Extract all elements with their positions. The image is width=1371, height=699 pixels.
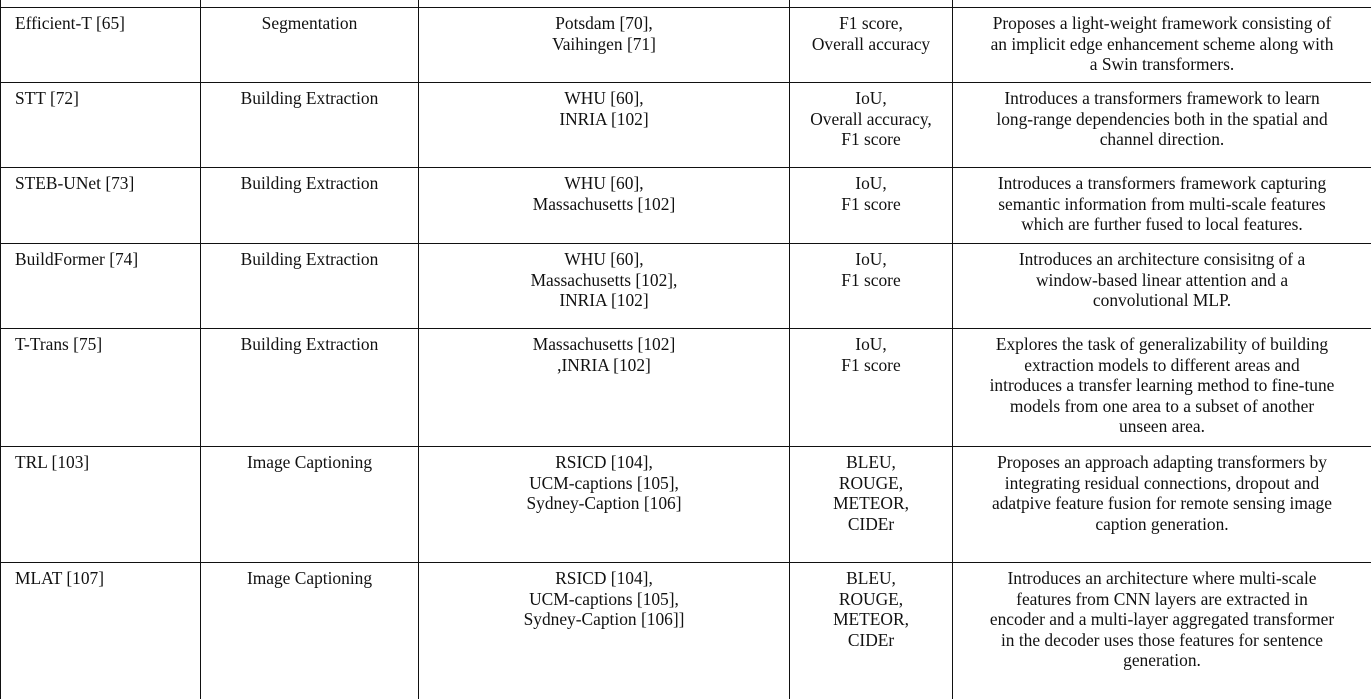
description-cell [953, 8, 1371, 83]
task-name: Building Extraction [240, 334, 379, 354]
description-line: in the decoder uses those features for sentence [1000, 629, 1324, 650]
metric-line: Overall accuracy [811, 33, 931, 54]
dataset-line: ,INRIA [102] [557, 354, 651, 375]
metric-line: F1 score [841, 354, 901, 375]
table-row [1, 8, 1371, 83]
metric-line: IoU, [855, 249, 887, 269]
metric-line: IoU, [855, 334, 887, 354]
metrics-cell [790, 447, 953, 563]
metrics-cell [790, 168, 953, 244]
task-name: Building Extraction [240, 88, 379, 108]
metric-line: METEOR, [833, 493, 909, 513]
metrics-cell [790, 329, 953, 447]
description-cell [953, 244, 1371, 329]
table-cell [1, 0, 201, 8]
metric-line: BLEU, [846, 568, 896, 588]
task-cell [201, 168, 419, 244]
description-cell-content [953, 168, 1371, 235]
dataset-line: UCM-captions [105], [529, 472, 679, 493]
datasets-cell [419, 83, 790, 168]
description-line: semantic information from multi-scale features [998, 193, 1326, 214]
method-cell [1, 168, 201, 244]
dataset-line: Potsdam [70], [555, 13, 653, 33]
metric-line: F1 score, [839, 13, 903, 33]
description-line: adatpive feature fusion for remote sensing image [992, 493, 1332, 513]
description-line: integrating residual connections, dropout and [1004, 472, 1320, 493]
description-line: window-based linear attention and a [1035, 269, 1289, 290]
datasets-cell-content [419, 447, 789, 514]
description-line: models from one area to a subset of another [1009, 395, 1315, 416]
metrics-cell [790, 244, 953, 329]
table-cell [953, 0, 1371, 8]
metric-line: CIDEr [847, 513, 895, 534]
table-row [1, 83, 1371, 168]
table-cell [790, 0, 953, 8]
dataset-line: Massachusetts [102], [530, 269, 678, 290]
datasets-cell [419, 244, 790, 329]
method-name: BuildFormer [74] [15, 249, 139, 269]
table-cell [419, 0, 790, 8]
datasets-cell-content [419, 8, 789, 54]
description-cell [953, 168, 1371, 244]
metric-line: F1 score [841, 269, 901, 290]
dataset-line: WHU [60], [564, 173, 644, 193]
datasets-cell-content [419, 329, 789, 375]
description-line: a Swin transformers. [1089, 54, 1235, 74]
description-line: Proposes an approach adapting transformers by [997, 452, 1327, 472]
metrics-cell-content [790, 329, 952, 375]
method-cell [1, 8, 201, 83]
dataset-line: RSICD [104], [555, 568, 653, 588]
datasets-cell [419, 447, 790, 563]
metric-line: F1 score [841, 129, 901, 149]
datasets-cell [419, 168, 790, 244]
description-cell-content [953, 8, 1371, 75]
description-cell-content [953, 244, 1371, 311]
task-name: Building Extraction [240, 249, 379, 269]
task-name: Segmentation [261, 13, 358, 33]
method-cell [1, 329, 201, 447]
table-row [1, 447, 1371, 563]
description-line: extraction models to different areas and [1024, 354, 1300, 375]
method-name: MLAT [107] [15, 568, 105, 588]
method-cell [1, 244, 201, 329]
table-row-clipped-top [1, 0, 1371, 8]
task-cell [201, 8, 419, 83]
description-line: convolutional MLP. [1092, 290, 1232, 310]
datasets-cell-content [419, 244, 789, 311]
method-name: STT [72] [15, 88, 79, 108]
metric-line: CIDEr [847, 629, 895, 650]
metrics-cell-content [790, 83, 952, 150]
description-line: Proposes a light-weight framework consisting of [992, 13, 1332, 33]
method-cell [1, 563, 201, 699]
metric-line: ROUGE, [838, 472, 904, 493]
description-cell-content [953, 329, 1371, 437]
metrics-cell [790, 8, 953, 83]
metric-line: BLEU, [846, 452, 896, 472]
metric-line: F1 score [841, 193, 901, 214]
task-cell [201, 244, 419, 329]
metrics-cell-content [790, 244, 952, 290]
task-cell [201, 83, 419, 168]
description-line: features from CNN layers are extracted in [1016, 588, 1308, 609]
datasets-cell-content [419, 83, 789, 129]
task-name: Image Captioning [246, 568, 373, 588]
table-body [1, 0, 1371, 699]
metric-line: Overall accuracy, [810, 108, 932, 129]
table-row [1, 563, 1371, 699]
dataset-line: WHU [60], [564, 249, 644, 269]
metrics-cell-content [790, 8, 952, 54]
description-cell [953, 329, 1371, 447]
description-line: caption generation. [1095, 513, 1229, 534]
dataset-line: Massachusetts [102] [532, 334, 676, 354]
description-line: an implicit edge enhancement scheme along with [990, 33, 1334, 54]
description-cell [953, 563, 1371, 699]
table-row [1, 329, 1371, 447]
description-cell-content [953, 563, 1371, 671]
metric-line: IoU, [855, 88, 887, 108]
metric-line: IoU, [855, 173, 887, 193]
task-cell [201, 447, 419, 563]
description-line: Explores the task of generalizability of building [995, 334, 1329, 354]
description-line: Introduces a transformers framework capturing [997, 173, 1327, 193]
description-line: Introduces an architecture consisitng of a [1018, 249, 1306, 269]
description-line: Introduces a transformers framework to learn [1004, 88, 1320, 108]
description-line: Introduces an architecture where multi-scale [1007, 568, 1317, 588]
datasets-cell [419, 8, 790, 83]
description-cell [953, 447, 1371, 563]
task-cell [201, 563, 419, 699]
metrics-cell-content [790, 447, 952, 534]
datasets-cell [419, 329, 790, 447]
dataset-line: Sydney-Caption [106]] [523, 609, 685, 629]
description-line: introduces a transfer learning method to fine-tune [989, 375, 1335, 395]
dataset-line: RSICD [104], [555, 452, 653, 472]
method-cell [1, 83, 201, 168]
description-line: long-range dependencies both in the spatial and [996, 108, 1328, 129]
description-cell [953, 83, 1371, 168]
dataset-line: WHU [60], [564, 88, 644, 108]
metrics-cell-content [790, 563, 952, 650]
dataset-line: UCM-captions [105], [529, 588, 679, 609]
dataset-line: INRIA [102] [559, 108, 649, 129]
task-name: Image Captioning [246, 452, 373, 472]
metric-line: METEOR, [833, 609, 909, 629]
metrics-cell [790, 563, 953, 699]
method-name: Efficient-T [65] [15, 13, 125, 33]
description-line: generation. [1123, 650, 1201, 670]
method-name: STEB-UNet [73] [15, 173, 135, 193]
datasets-cell [419, 563, 790, 699]
description-line: which are further fused to local features. [1021, 214, 1303, 234]
description-cell-content [953, 83, 1371, 150]
description-line: channel direction. [1099, 129, 1225, 149]
datasets-cell-content [419, 563, 789, 630]
metric-line: ROUGE, [838, 588, 904, 609]
table-row [1, 168, 1371, 244]
table-cell [201, 0, 419, 8]
dataset-line: Massachusetts [102] [532, 193, 676, 214]
method-cell [1, 447, 201, 563]
datasets-cell-content [419, 168, 789, 214]
method-name: T-Trans [75] [15, 334, 103, 354]
dataset-line: Sydney-Caption [106] [526, 493, 682, 513]
description-line: encoder and a multi-layer aggregated transformer [989, 609, 1335, 629]
description-cell-content [953, 447, 1371, 534]
dataset-line: Vaihingen [71] [552, 33, 656, 54]
metrics-cell-content [790, 168, 952, 214]
table-row [1, 244, 1371, 329]
dataset-line: INRIA [102] [559, 290, 649, 310]
metrics-cell [790, 83, 953, 168]
description-line: unseen area. [1119, 416, 1205, 436]
task-cell [201, 329, 419, 447]
method-name: TRL [103] [15, 452, 90, 472]
task-name: Building Extraction [240, 173, 379, 193]
